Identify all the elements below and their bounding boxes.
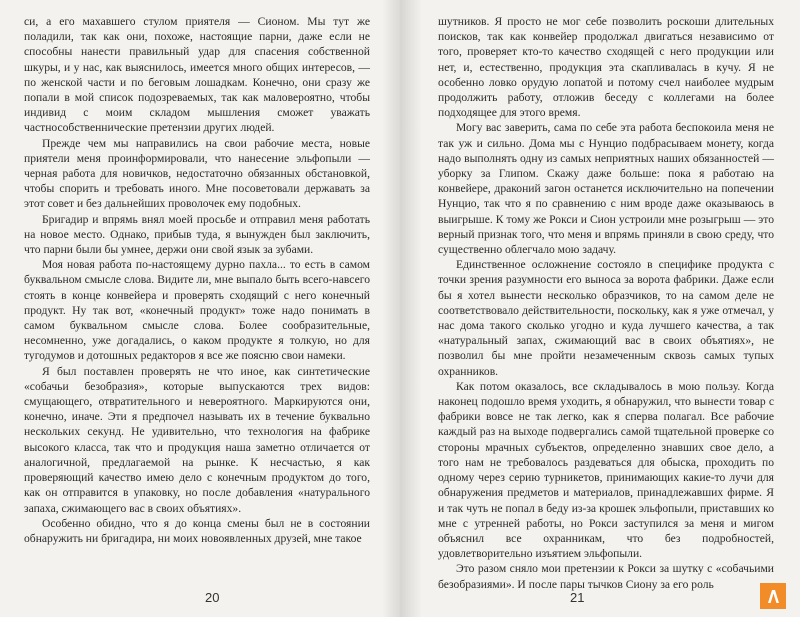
logo-mark-icon [764, 587, 782, 605]
paragraph: Как потом оказалось, все складывалось в мою пользу. Когда наконец подошло время уходить, я обнаружил, что вынести товар с фабрики вовсе не так легко, как я сперва полагал. Все рабочие каждый раз на выходе подвергались самой тщательной проверке со стороны мрачных субъектов, определенно знавших свое дело, а того нам не требовалось раздеваться для обыска, проходить по одному через серию турникетов, принимающих какие-то лучи для обнаружения предметов и материалов, принадлежавших фирме. Я и так чуть не попал в беду из-за крошек эльфопыли, приставших ко мне с утренней работы, но Рокси заступился за меня и мигом объяснил все охранникам, что без подробностей, удовлетворительно изъятием эльфопыли. [438, 379, 774, 561]
left-page-text [24, 14, 370, 546]
gutter-shadow [400, 0, 422, 617]
right-page [400, 0, 800, 617]
paragraph: Особенно обидно, что я до конца смены был не в состоянии обнаружить ни бригадира, ни моих новоявленных друзей, мне такое [24, 516, 370, 545]
paragraph: Моя новая работа по-настоящему дурно пахла... то есть в самом буквальном смысле слова. Видите ли, мне выпало быть всего-навсего стоять в конце конвейера и проверять сходящий с него конечный продукт. Ну так вот, «конечный продукт» тоже надо понимать в самом буквальном смысле слова. Более сообразительные, несомненно, уже догадались, о каком продукте я толкую, но для тугодумов и дотошных редакторов я все же поясню свои намеки. [24, 258, 370, 363]
paragraph: Бригадир и впрямь внял моей просьбе и отправил меня работать на новое место. Однако, прибыв туда, я вынужден был заключить, что парни были бы умнее, держи они свой язык за зубами. [24, 212, 370, 257]
paragraph: Я был поставлен проверять не что иное, как синтетические «собачьи безобразия», которые выпускаются трех видов: смущающего, отвратительного и невероятного. Маркируются они, конечно, иначе. Эти я предпочел называть их в течение буквально нескольких секунд. Не удивительно, что технология на фабрике высокого класса, так что и продукция наша заметно отличается от аналогичной, предлагаемой на рынке. К несчастью, я как проверяющий качество имею дело с конечным продуктом до того, как он отправится в упаковку, но после добавления «натурального запаха, сжимающего вас в своих объятиях». [24, 364, 370, 515]
paragraph: Могу вас заверить, сама по себе эта работа беспокоила меня не так уж и сильно. Дома мы с Нунцио подбрасываем монету, когда надо выполнять одну из самых неприятных наших обязанностей — уборку за Глипом. Скажу даже больше: пока я работаю на конвейере, драконий загон останется исключительно на попечении Нунцио, так что я по сравнению с ним вроде даже оказываюсь в выигрыше. К тому же Рокси и Сион устроили мне розыгрыш — это верный признак того, что меня и впрямь приняли в свою среду, что существенно облегчало мою задачу. [438, 121, 774, 257]
publisher-logo [760, 583, 786, 609]
paragraph: Прежде чем мы направились на свои рабочие места, новые приятели меня проинформировали, что нанесение эльфопыли — черная работа для новичков, недостаточно обязанных обстановкой, чтобы спорить и требовать иного. Мне посоветовали державать за этот совет и без дальнейших проволочек ему подобных. [24, 136, 370, 211]
page-number: 20 [205, 590, 220, 605]
paragraph: шутников. Я просто не мог себе позволить роскоши длительных поисков, так как конвейер продолжал двигаться независимо от того, проверяет кто-то качество сходящей с него продукции или нет, и, естественно, продукция эта скапливалась в кучу. Я не особенно ловко орудую лопатой и потому счел наиболее мудрым продолжить работу, отложив беседу с коллегами на более подходящее для этого время. [438, 15, 774, 120]
page-number: 21 [570, 590, 585, 605]
paragraph: Это разом сняло мои претензии к Рокси за шутку с «собачьими безобразиями». И после пары тычков Сиону за его роль [438, 562, 774, 591]
gutter-shadow [382, 0, 400, 617]
paragraph: Единственное осложнение состояло в специфике продукта с точки зрения разумности его выноса за ворота фабрики. Даже если бы я хотел вынести несколько образчиков, то на самом деле не соответствовало действительности, поскольку, как я уже отмечал, у нас дома такого сколько угодно и куда лучшего качества, а так «натуральный запах, сжимающий вас в своих объятиях», не позволил бы мне пройти незамеченным сквозь самых тупых охранников. [438, 258, 774, 378]
right-page-text [438, 14, 774, 592]
paragraph: си, а его махавшего стулом приятеля — Сионом. Мы тут же поладили, так как они, похоже, настоящие парни, даже если не способны нанести правильный удар для спасения собственной шкуры, и у нас, как выяснилось, имеется много общих интересов, — по женской части и по беговым лошадкам. Конечно, они сразу же попали в мой список подозреваемых, так как маловероятно, чтобы индивид с моим складом мышления сможет уважать частнособственнические претензии других людей. [24, 15, 370, 135]
